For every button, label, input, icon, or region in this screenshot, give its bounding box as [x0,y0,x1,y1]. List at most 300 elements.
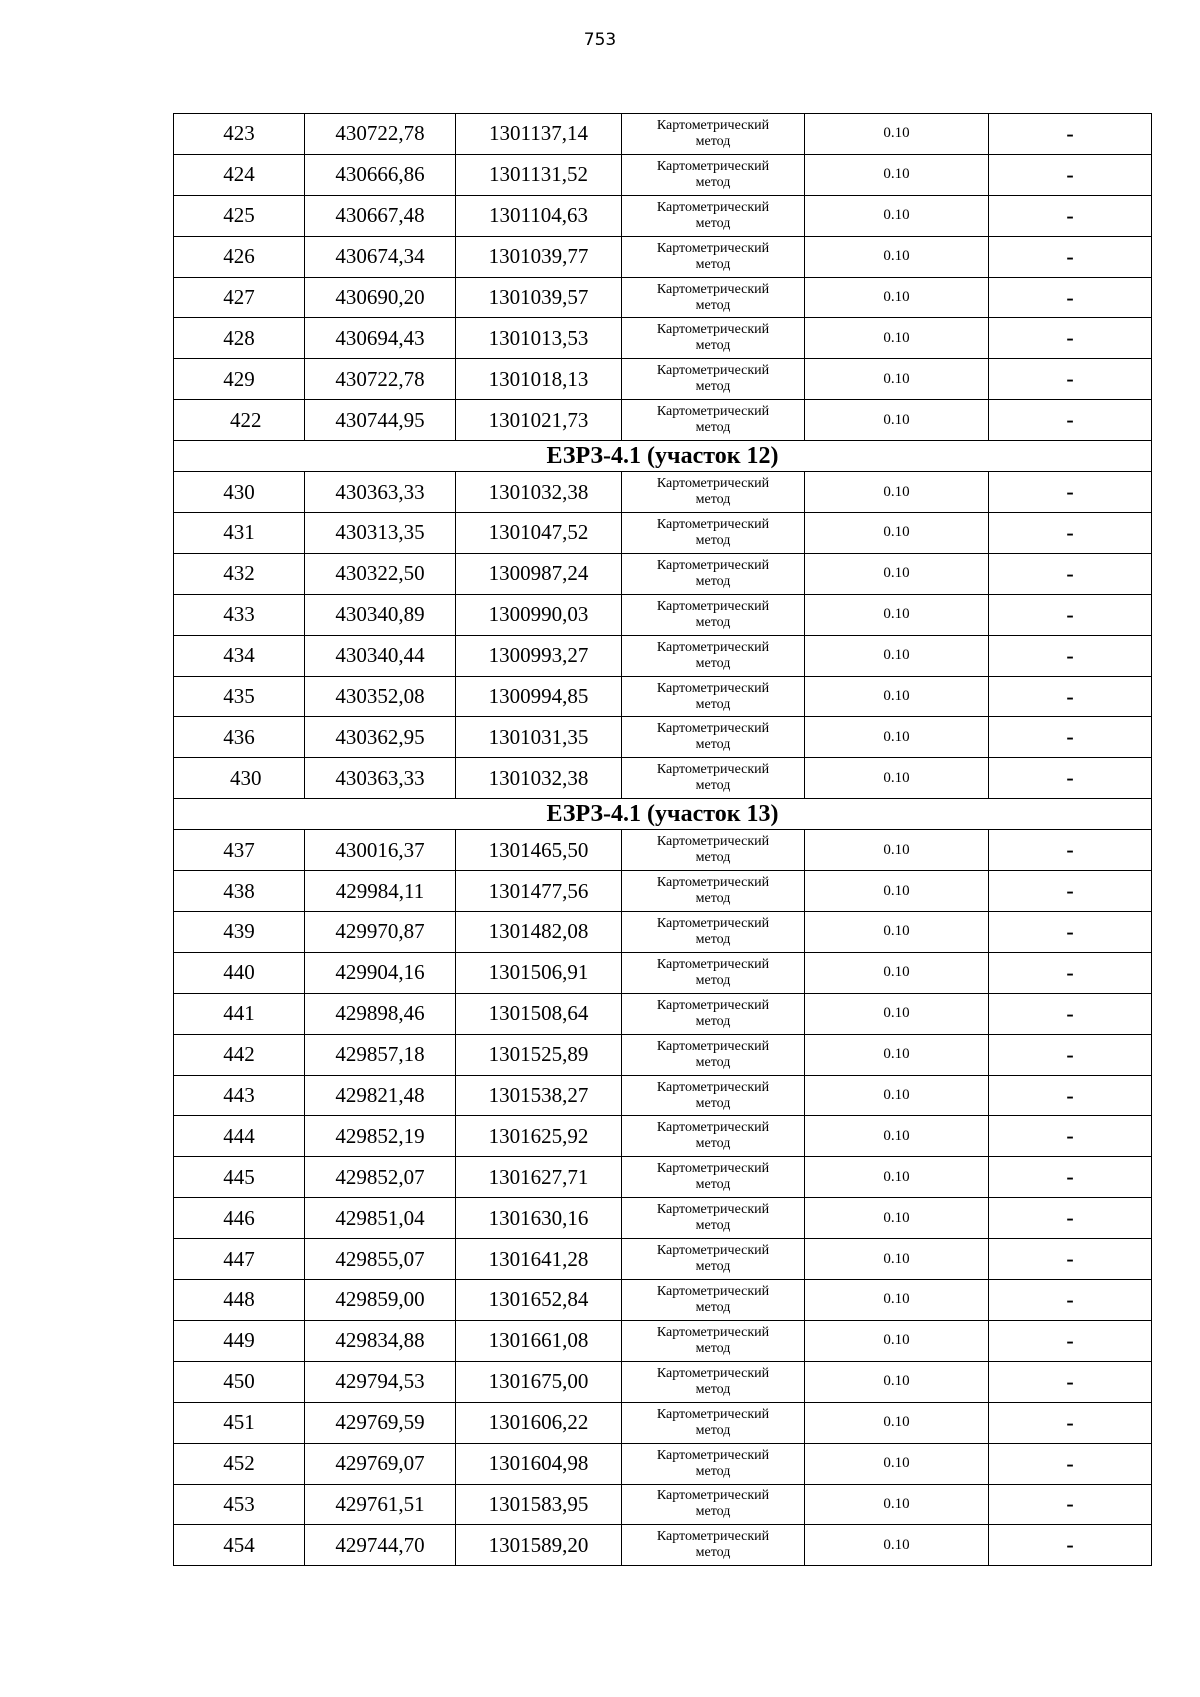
method-line-1: Картометрический [656,1406,770,1422]
method-cell [622,1116,805,1157]
method-line-2: метод [695,1054,731,1070]
accuracy-cell: 0.10 [805,472,989,513]
method-cell [622,912,805,953]
note-cell: - [989,359,1152,400]
table-row [174,1280,1152,1321]
x-coordinate-cell: 430322,50 [305,553,456,594]
point-number-cell: 442 [174,1034,305,1075]
accuracy-cell: 0.10 [805,1443,989,1484]
y-coordinate-cell: 1301032,38 [456,472,622,513]
method-line-2: метод [695,1177,731,1193]
point-number-cell: 450 [174,1361,305,1402]
x-coordinate-cell: 430362,95 [305,717,456,758]
method-cell [622,952,805,993]
y-coordinate-cell: 1301031,35 [456,717,622,758]
note-cell: - [989,1402,1152,1443]
method-line-1: Картометрический [656,281,770,297]
method-line-2: метод [695,1299,731,1315]
x-coordinate-cell: 429984,11 [305,871,456,912]
table-row [174,1157,1152,1198]
table-row [174,1075,1152,1116]
y-coordinate-cell: 1301039,77 [456,236,622,277]
y-coordinate-cell: 1301589,20 [456,1525,622,1566]
accuracy-cell: 0.10 [805,1525,989,1566]
point-number-cell: 453 [174,1484,305,1525]
x-coordinate-cell: 429970,87 [305,912,456,953]
note-cell: - [989,1034,1152,1075]
method-cell [622,758,805,799]
note-cell: - [989,400,1152,441]
method-line-2: метод [695,174,731,190]
table-row [174,758,1152,799]
accuracy-cell: 0.10 [805,400,989,441]
accuracy-cell: 0.10 [805,717,989,758]
method-line-1: Картометрический [656,557,770,573]
method-line-2: метод [695,573,731,589]
point-number-cell: 425 [174,195,305,236]
note-cell: - [989,1157,1152,1198]
method-line-1: Картометрический [656,240,770,256]
method-cell [622,1443,805,1484]
point-number-cell: 441 [174,993,305,1034]
table-row [174,154,1152,195]
note-cell: - [989,1443,1152,1484]
table-row [174,871,1152,912]
accuracy-cell: 0.10 [805,1402,989,1443]
method-line-1: Картометрический [656,1365,770,1381]
note-cell: - [989,1484,1152,1525]
x-coordinate-cell: 430363,33 [305,472,456,513]
accuracy-cell: 0.10 [805,359,989,400]
y-coordinate-cell: 1301627,71 [456,1157,622,1198]
method-cell [622,676,805,717]
table-row [174,195,1152,236]
method-line-2: метод [695,1218,731,1234]
y-coordinate-cell: 1301506,91 [456,952,622,993]
method-line-2: метод [695,737,731,753]
method-cell [622,1198,805,1239]
table-row [174,318,1152,359]
method-cell [622,1402,805,1443]
y-coordinate-cell: 1301538,27 [456,1075,622,1116]
y-coordinate-cell: 1301630,16 [456,1198,622,1239]
method-line-2: метод [695,1259,731,1275]
point-number-cell: 434 [174,635,305,676]
method-line-2: метод [695,891,731,907]
table-row [174,830,1152,871]
accuracy-cell: 0.10 [805,952,989,993]
y-coordinate-cell: 1301018,13 [456,359,622,400]
accuracy-cell: 0.10 [805,553,989,594]
x-coordinate-cell: 430340,89 [305,594,456,635]
accuracy-cell: 0.10 [805,318,989,359]
point-number-cell: 454 [174,1525,305,1566]
x-coordinate-cell: 430722,78 [305,359,456,400]
point-number-cell: 451 [174,1402,305,1443]
table-row [174,472,1152,513]
x-coordinate-cell: 430666,86 [305,154,456,195]
method-line-2: метод [695,492,731,508]
note-cell: - [989,830,1152,871]
method-cell [622,359,805,400]
method-line-2: метод [695,420,731,436]
method-line-1: Картометрический [656,721,770,737]
method-cell [622,871,805,912]
y-coordinate-cell: 1301525,89 [456,1034,622,1075]
method-line-2: метод [695,1136,731,1152]
method-line-2: метод [695,215,731,231]
point-number-cell: 449 [174,1320,305,1361]
note-cell: - [989,993,1152,1034]
note-cell: - [989,318,1152,359]
table-row [174,676,1152,717]
accuracy-cell: 0.10 [805,277,989,318]
note-cell: - [989,717,1152,758]
point-number-cell: 433 [174,594,305,635]
method-line-1: Картометрический [656,1243,770,1259]
note-cell: - [989,553,1152,594]
method-line-2: метод [695,1504,731,1520]
point-number-cell: 444 [174,1116,305,1157]
method-line-1: Картометрический [656,915,770,931]
method-line-1: Картометрический [656,1120,770,1136]
accuracy-cell: 0.10 [805,871,989,912]
method-cell [622,1525,805,1566]
note-cell: - [989,1198,1152,1239]
point-number-cell: 423 [174,114,305,155]
table-row [174,1361,1152,1402]
point-number-cell: 447 [174,1239,305,1280]
x-coordinate-cell: 430690,20 [305,277,456,318]
method-line-2: метод [695,133,731,149]
method-line-1: Картометрический [656,834,770,850]
y-coordinate-cell: 1301021,73 [456,400,622,441]
y-coordinate-cell: 1301131,52 [456,154,622,195]
method-cell [622,1157,805,1198]
point-number-cell: 439 [174,912,305,953]
method-cell [622,1034,805,1075]
x-coordinate-cell: 429744,70 [305,1525,456,1566]
y-coordinate-cell: 1301465,50 [456,830,622,871]
point-number-cell: 430 [174,472,305,513]
method-line-2: метод [695,1381,731,1397]
method-line-2: метод [695,532,731,548]
accuracy-cell: 0.10 [805,830,989,871]
method-cell [622,553,805,594]
method-line-2: метод [695,1545,731,1561]
method-line-1: Картометрический [656,639,770,655]
method-line-2: метод [695,1463,731,1479]
method-line-1: Картометрический [656,762,770,778]
x-coordinate-cell: 430674,34 [305,236,456,277]
y-coordinate-cell: 1301604,98 [456,1443,622,1484]
method-cell [622,830,805,871]
table-row [174,1198,1152,1239]
point-number-cell: 431 [174,513,305,554]
table-row [174,553,1152,594]
note-cell: - [989,1320,1152,1361]
method-line-1: Картометрический [656,199,770,215]
note-cell: - [989,513,1152,554]
method-line-2: метод [695,256,731,272]
method-cell [622,277,805,318]
note-cell: - [989,1116,1152,1157]
method-line-1: Картометрический [656,1447,770,1463]
table-row [174,1034,1152,1075]
method-line-2: метод [695,297,731,313]
note-cell: - [989,154,1152,195]
y-coordinate-cell: 1301652,84 [456,1280,622,1321]
y-coordinate-cell: 1301047,52 [456,513,622,554]
method-cell [622,1239,805,1280]
method-cell [622,472,805,513]
note-cell: - [989,1280,1152,1321]
y-coordinate-cell: 1301137,14 [456,114,622,155]
note-cell: - [989,1525,1152,1566]
section-title: ЕЗРЗ-4.1 (участок 13) [174,799,1152,830]
point-number-cell: 452 [174,1443,305,1484]
point-number-cell: 446 [174,1198,305,1239]
x-coordinate-cell: 430016,37 [305,830,456,871]
accuracy-cell: 0.10 [805,195,989,236]
method-cell [622,635,805,676]
method-line-2: метод [695,1340,731,1356]
table-row [174,359,1152,400]
coordinates-table [173,113,1152,1566]
method-line-1: Картометрический [656,1161,770,1177]
method-line-2: метод [695,1095,731,1111]
point-number-cell: 437 [174,830,305,871]
note-cell: - [989,472,1152,513]
method-line-1: Картометрический [656,363,770,379]
point-number-cell: 426 [174,236,305,277]
method-line-1: Картометрический [656,1283,770,1299]
method-line-1: Картометрический [656,875,770,891]
method-cell [622,1484,805,1525]
x-coordinate-cell: 429769,07 [305,1443,456,1484]
accuracy-cell: 0.10 [805,114,989,155]
method-line-2: метод [695,696,731,712]
point-number-cell: 440 [174,952,305,993]
x-coordinate-cell: 429851,04 [305,1198,456,1239]
note-cell: - [989,195,1152,236]
accuracy-cell: 0.10 [805,993,989,1034]
note-cell: - [989,871,1152,912]
method-line-2: метод [695,614,731,630]
y-coordinate-cell: 1301104,63 [456,195,622,236]
point-number-cell: 422 [174,400,305,441]
accuracy-cell: 0.10 [805,1239,989,1280]
y-coordinate-cell: 1301508,64 [456,993,622,1034]
y-coordinate-cell: 1300993,27 [456,635,622,676]
method-cell [622,717,805,758]
method-line-1: Картометрический [656,322,770,338]
note-cell: - [989,1361,1152,1402]
method-line-2: метод [695,778,731,794]
y-coordinate-cell: 1301606,22 [456,1402,622,1443]
table-row [174,1525,1152,1566]
x-coordinate-cell: 429794,53 [305,1361,456,1402]
method-line-2: метод [695,379,731,395]
table-row [174,1116,1152,1157]
y-coordinate-cell: 1301013,53 [456,318,622,359]
accuracy-cell: 0.10 [805,594,989,635]
table-row [174,1484,1152,1525]
y-coordinate-cell: 1301625,92 [456,1116,622,1157]
coordinates-table-body [174,114,1152,1566]
method-line-1: Картометрический [656,598,770,614]
section-title: ЕЗРЗ-4.1 (участок 12) [174,441,1152,472]
x-coordinate-cell: 429761,51 [305,1484,456,1525]
accuracy-cell: 0.10 [805,1116,989,1157]
note-cell: - [989,1239,1152,1280]
method-cell [622,594,805,635]
table-row [174,1320,1152,1361]
accuracy-cell: 0.10 [805,513,989,554]
accuracy-cell: 0.10 [805,676,989,717]
method-line-1: Картометрический [656,516,770,532]
accuracy-cell: 0.10 [805,758,989,799]
y-coordinate-cell: 1301032,38 [456,758,622,799]
method-line-1: Картометрический [656,1488,770,1504]
method-line-1: Картометрический [656,117,770,133]
accuracy-cell: 0.10 [805,1361,989,1402]
accuracy-cell: 0.10 [805,154,989,195]
table-row [174,912,1152,953]
x-coordinate-cell: 430352,08 [305,676,456,717]
method-cell [622,400,805,441]
note-cell: - [989,676,1152,717]
table-row [174,635,1152,676]
note-cell: - [989,277,1152,318]
note-cell: - [989,114,1152,155]
y-coordinate-cell: 1300994,85 [456,676,622,717]
accuracy-cell: 0.10 [805,635,989,676]
method-cell [622,1320,805,1361]
x-coordinate-cell: 429852,19 [305,1116,456,1157]
note-cell: - [989,635,1152,676]
table-row [174,400,1152,441]
y-coordinate-cell: 1301675,00 [456,1361,622,1402]
y-coordinate-cell: 1301039,57 [456,277,622,318]
table-row [174,236,1152,277]
x-coordinate-cell: 430363,33 [305,758,456,799]
method-cell [622,236,805,277]
accuracy-cell: 0.10 [805,1280,989,1321]
x-coordinate-cell: 430722,78 [305,114,456,155]
method-cell [622,993,805,1034]
x-coordinate-cell: 429769,59 [305,1402,456,1443]
method-cell [622,195,805,236]
point-number-cell: 435 [174,676,305,717]
method-line-1: Картометрический [656,997,770,1013]
method-line-2: метод [695,1013,731,1029]
point-number-cell: 429 [174,359,305,400]
method-cell [622,1361,805,1402]
accuracy-cell: 0.10 [805,1320,989,1361]
x-coordinate-cell: 429855,07 [305,1239,456,1280]
method-cell [622,154,805,195]
point-number-cell: 424 [174,154,305,195]
note-cell: - [989,594,1152,635]
x-coordinate-cell: 430744,95 [305,400,456,441]
y-coordinate-cell: 1301477,56 [456,871,622,912]
point-number-cell: 436 [174,717,305,758]
x-coordinate-cell: 430340,44 [305,635,456,676]
method-line-2: метод [695,655,731,671]
method-line-2: метод [695,1422,731,1438]
section-header-row [174,799,1152,830]
method-line-1: Картометрический [656,1202,770,1218]
table-row [174,114,1152,155]
note-cell: - [989,758,1152,799]
point-number-cell: 438 [174,871,305,912]
note-cell: - [989,1075,1152,1116]
table-row [174,1239,1152,1280]
method-cell [622,513,805,554]
point-number-cell: 443 [174,1075,305,1116]
point-number-cell: 428 [174,318,305,359]
y-coordinate-cell: 1301661,08 [456,1320,622,1361]
y-coordinate-cell: 1300990,03 [456,594,622,635]
table-row [174,952,1152,993]
section-header-row [174,441,1152,472]
method-line-1: Картометрический [656,1079,770,1095]
note-cell: - [989,912,1152,953]
note-cell: - [989,952,1152,993]
x-coordinate-cell: 430313,35 [305,513,456,554]
method-cell [622,1280,805,1321]
page-number: 753 [583,30,617,50]
y-coordinate-cell: 1301482,08 [456,912,622,953]
accuracy-cell: 0.10 [805,1484,989,1525]
table-row [174,1402,1152,1443]
method-line-1: Картометрический [656,680,770,696]
accuracy-cell: 0.10 [805,236,989,277]
x-coordinate-cell: 429852,07 [305,1157,456,1198]
method-line-2: метод [695,972,731,988]
point-number-cell: 432 [174,553,305,594]
x-coordinate-cell: 429834,88 [305,1320,456,1361]
method-line-2: метод [695,931,731,947]
x-coordinate-cell: 429859,00 [305,1280,456,1321]
method-line-1: Картометрический [656,956,770,972]
method-line-1: Картометрический [656,1324,770,1340]
method-cell [622,114,805,155]
x-coordinate-cell: 429904,16 [305,952,456,993]
x-coordinate-cell: 430694,43 [305,318,456,359]
method-cell [622,318,805,359]
x-coordinate-cell: 429898,46 [305,993,456,1034]
x-coordinate-cell: 429857,18 [305,1034,456,1075]
method-line-1: Картометрический [656,476,770,492]
y-coordinate-cell: 1300987,24 [456,553,622,594]
method-cell [622,1075,805,1116]
table-row [174,717,1152,758]
point-number-cell: 427 [174,277,305,318]
accuracy-cell: 0.10 [805,1198,989,1239]
point-number-cell: 430 [174,758,305,799]
note-cell: - [989,236,1152,277]
table-row [174,513,1152,554]
y-coordinate-cell: 1301583,95 [456,1484,622,1525]
x-coordinate-cell: 430667,48 [305,195,456,236]
accuracy-cell: 0.10 [805,1034,989,1075]
accuracy-cell: 0.10 [805,912,989,953]
table-row [174,277,1152,318]
accuracy-cell: 0.10 [805,1075,989,1116]
method-line-1: Картометрический [656,1038,770,1054]
